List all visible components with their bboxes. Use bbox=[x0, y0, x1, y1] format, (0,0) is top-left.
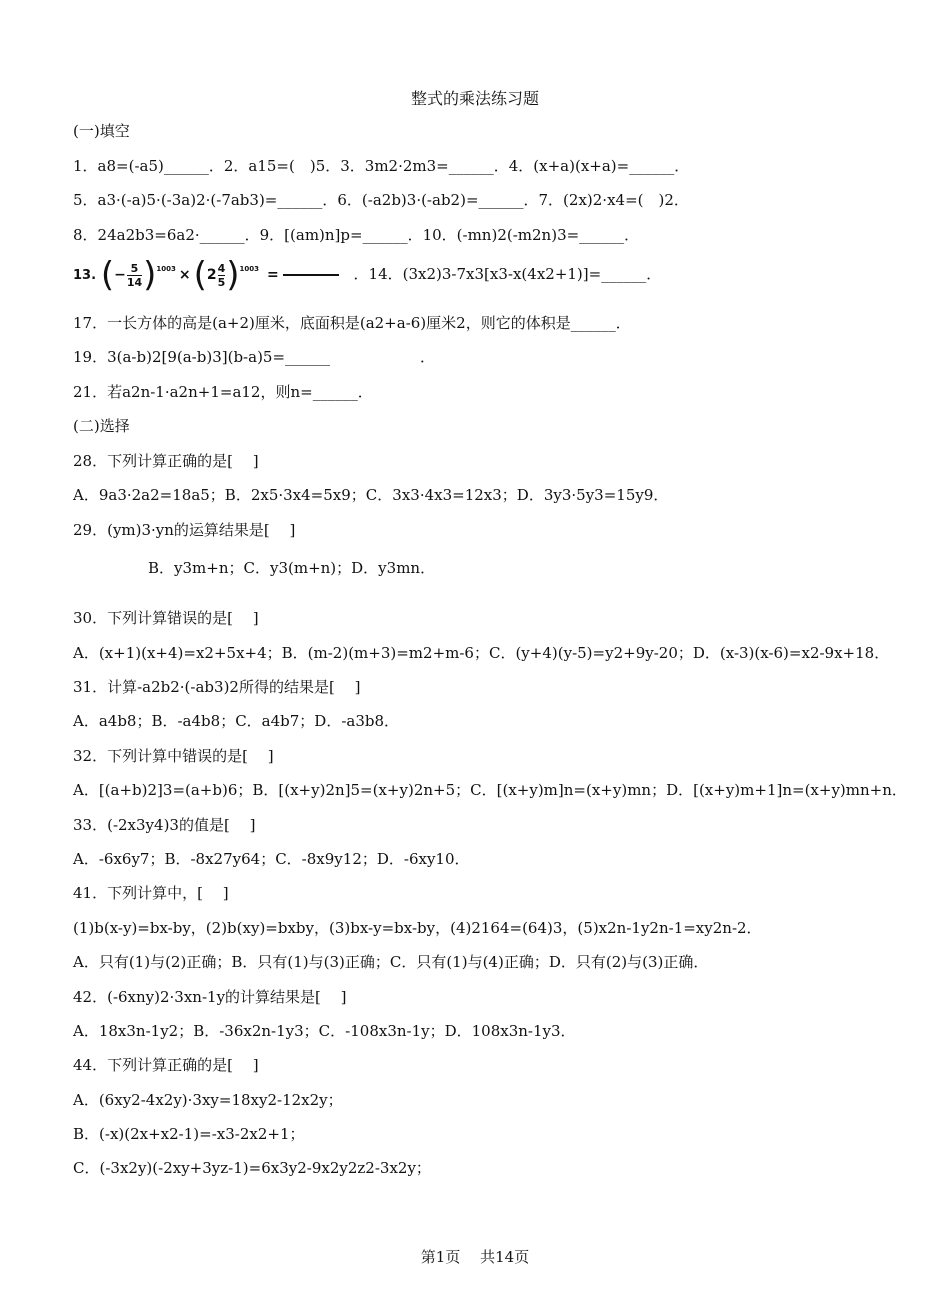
options-29: B．y3m+n；C．y3(m+n)；D．y3mn． bbox=[73, 559, 436, 577]
option-44-c: C．(-3x2y)(-2xy+3yz-1)=6x3y2-9x2y2z2-3x2y； bbox=[73, 1159, 431, 1177]
q13-fraction-1: $\frac{5}{14}$ bbox=[126, 261, 143, 289]
section-fill-blank: (一)填空 bbox=[73, 122, 130, 140]
question-44: 44．下列计算正确的是[ ] bbox=[73, 1056, 259, 1074]
q13-fraction-2: $\frac{4}{5}$ bbox=[217, 261, 226, 289]
q13-expression: ( − $\frac{5}{14}$ ) 1003 × ( 2 $\frac{4}{5}$ ) 1003 = bbox=[101, 255, 343, 295]
question-31: 31．计算-a2b2·(-ab3)2所得的结果是[ ] bbox=[73, 678, 361, 696]
options-32: A．[(a+b)2]3=(a+b)6；B．[(x+y)2n]5=(x+y)2n+5；C．[(x+y)m]n=(x+y)mn；D．[(x+y)m+1]n=(x+y)mn+n． bbox=[73, 781, 907, 799]
q13-exponent-2: 1003 bbox=[239, 265, 260, 273]
section-choice: (二)选择 bbox=[73, 417, 130, 435]
question-42: 42．(-6xny)2·3xn-1y的计算结果是[ ] bbox=[73, 988, 347, 1006]
question-line-5: 5．a3·(-a)5·(-3a)2·(-7ab3)=______．6．(-a2b)3·(-ab2)=______．7．(2x)2·x4=( )2． bbox=[73, 191, 689, 209]
options-41: A．只有(1)与(2)正确；B．只有(1)与(3)正确；C．只有(1)与(4)正确；D．只有(2)与(3)正确． bbox=[73, 953, 709, 971]
q13-number: 13. bbox=[73, 268, 97, 283]
option-44-a: A．(6xy2-4x2y)·3xy=18xy2-12x2y； bbox=[73, 1091, 343, 1109]
question-28: 28．下列计算正确的是[ ] bbox=[73, 452, 259, 470]
question-line-19: 19．3(a-b)2[9(a-b)3](b-a)5=______ ． bbox=[73, 348, 436, 366]
question-line-21: 21．若a2n-1·a2n+1=a12，则n=______． bbox=[73, 383, 373, 401]
question-line-17: 17．一长方体的高是(a+2)厘米，底面积是(a2+a-6)厘米2，则它的体积是______． bbox=[73, 314, 631, 332]
options-33: A．-6x6y7；B．-8x27y64；C．-8x9y12；D．-6xy10． bbox=[73, 850, 470, 868]
q13-suffix: ．14．(3x2)3-7x3[x3-x(4x2+1)]=______． bbox=[353, 265, 662, 283]
page-title: 整式的乘法练习题 bbox=[410, 89, 539, 108]
options-42: A．18x3n-1y2；B．-36x2n-1y3；C．-108x3n-1y；D．108x3n-1y3． bbox=[73, 1022, 576, 1040]
option-44-b: B．(-x)(2x+x2-1)=-x3-2x2+1； bbox=[73, 1125, 305, 1143]
q13-sign: − bbox=[114, 267, 126, 283]
question-32: 32．下列计算中错误的是[ ] bbox=[73, 747, 274, 765]
question-41: 41．下列计算中，[ ] bbox=[73, 884, 229, 902]
statements-41: (1)b(x-y)=bx-by，(2)b(xy)=bxby，(3)bx-y=bx-by，(4)2164=(64)3，(5)x2n-1y2n-1=xy2n-2． bbox=[73, 919, 762, 937]
question-30: 30．下列计算错误的是[ ] bbox=[73, 609, 259, 627]
options-30: A．(x+1)(x+4)=x2+5x+4；B．(m-2)(m+3)=m2+m-6；C．(y+4)(y-5)=y2+9y-20；D．(x-3)(x-6)=x2-9x+18． bbox=[73, 644, 890, 662]
question-line-13 bbox=[73, 254, 661, 296]
question-29: 29．(ym)3·yn的运算结果是[ ] bbox=[73, 521, 296, 539]
question-line-1: 1．a8=(-a5)______．2．a15=( )5．3．3m2·2m3=______．4．(x+a)(x+a)=______． bbox=[73, 157, 690, 175]
options-31: A．a4b8；B．-a4b8；C．a4b7；D．-a3b8． bbox=[73, 712, 400, 730]
q13-exponent-1: 1003 bbox=[156, 265, 176, 273]
page-footer: 第1页 共14页 bbox=[420, 1248, 530, 1266]
options-28: A．9a3·2a2=18a5；B．2x5·3x4=5x9；C．3x3·4x3=12x3；D．3y3·5y3=15y9． bbox=[73, 486, 669, 504]
question-line-8: 8．24a2b3=6a2·______．9．[(am)n]p=______．10．(-mn)2(-m2n)3=______． bbox=[73, 226, 640, 244]
question-33: 33．(-2x3y4)3的值是[ ] bbox=[73, 816, 256, 834]
q13-answer-blank[interactable] bbox=[283, 274, 339, 276]
